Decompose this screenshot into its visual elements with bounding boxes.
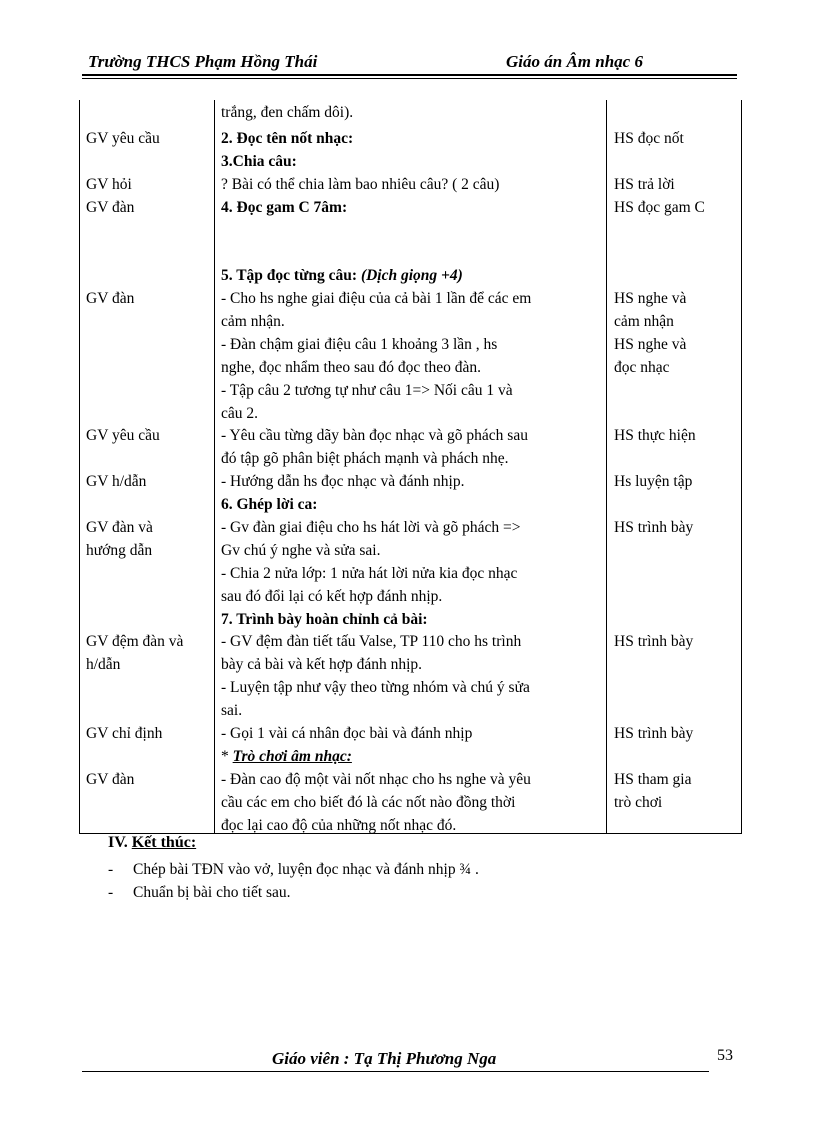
section-heading: 3.Chia câu: <box>221 153 297 170</box>
dash-marker: - <box>108 861 114 878</box>
student-cell: HS tham gia <box>614 771 692 788</box>
header-rule-thin <box>82 78 737 79</box>
activity-text: sai. <box>221 702 243 719</box>
footer-rule <box>82 1071 709 1072</box>
student-cell: đọc nhạc <box>614 359 670 376</box>
student-cell: HS nghe và <box>614 336 687 353</box>
activity-text: Gv chú ý nghe và sửa sai. <box>221 542 381 559</box>
lesson-table <box>79 100 742 834</box>
activity-text: - GV đệm đàn tiết tấu Valse, TP 110 cho hs trình <box>221 633 522 650</box>
activity-text: câu 2. <box>221 405 259 422</box>
ending-prefix: IV. <box>108 834 132 851</box>
footer-teacher: Giáo viên : Tạ Thị Phương Nga <box>272 1049 497 1068</box>
section-heading: 4. Đọc gam C 7âm: <box>221 199 348 216</box>
dash-marker: - <box>108 884 114 901</box>
activity-text: trắng, đen chấm dôi). <box>221 104 354 121</box>
section-heading: 2. Đọc tên nốt nhạc: <box>221 130 354 147</box>
header-rule-thick <box>82 74 737 76</box>
teacher-cell: GV đàn và <box>86 519 153 536</box>
ending-title-text: Kết thúc: <box>131 834 197 851</box>
section-heading: 7. Trình bày hoàn chỉnh cả bài: <box>221 611 428 628</box>
student-cell: HS trình bày <box>614 633 694 650</box>
teacher-cell: GV hỏi <box>86 176 132 193</box>
activity-text: - Hướng dẫn hs đọc nhạc và đánh nhịp. <box>221 473 465 490</box>
section-note: (Dịch giọng +4) <box>360 267 463 284</box>
student-cell: trò chơi <box>614 794 663 811</box>
list-item-text: Chép bài TĐN vào vở, luyện đọc nhạc và đánh nhịp ¾ . <box>133 861 479 878</box>
section-heading-text: 5. Tập đọc từng câu: <box>221 267 358 284</box>
activity-text: - Cho hs nghe giai điệu của cả bài 1 lần để các em <box>221 290 532 307</box>
teacher-cell: GV h/dẫn <box>86 473 147 490</box>
activity-text: - Luyện tập như vậy theo từng nhóm và chú ý sửa <box>221 679 530 696</box>
activity-text: đọc lại cao độ của những nốt nhạc đó. <box>221 817 457 834</box>
page-number: 53 <box>717 1047 733 1064</box>
section-heading: 6. Ghép lời ca: <box>221 496 318 513</box>
activity-text: - Tập câu 2 tương tự như câu 1=> Nối câu 1 và <box>221 382 513 399</box>
activity-text: - Yêu cầu từng dãy bàn đọc nhạc và gõ phách sau <box>221 427 528 444</box>
student-cell: HS trình bày <box>614 519 694 536</box>
activity-text: - Đàn chậm giai điệu câu 1 khoảng 3 lần , hs <box>221 336 498 353</box>
activity-text: sau đó đổi lại có kết hợp đánh nhịp. <box>221 588 443 605</box>
game-heading: Trò chơi âm nhạc: <box>232 748 352 765</box>
activity-text: nghe, đọc nhẩm theo sau đó đọc theo đàn. <box>221 359 481 376</box>
section-heading <box>221 745 601 768</box>
list-item-text: Chuẩn bị bài cho tiết sau. <box>133 884 291 901</box>
activity-text: đó tập gõ phân biệt phách mạnh và phách nhẹ. <box>221 450 509 467</box>
activity-text: cảm nhận. <box>221 313 285 330</box>
page-header <box>82 50 734 72</box>
teacher-cell: GV chỉ định <box>86 725 163 742</box>
activity-text: bày cả bài và kết hợp đánh nhịp. <box>221 656 423 673</box>
student-cell: cảm nhận <box>614 313 674 330</box>
star-marker: * <box>221 748 233 765</box>
teacher-cell: GV đệm đàn và <box>86 633 184 650</box>
column-divider <box>606 100 607 833</box>
student-cell: HS đọc nốt <box>614 130 684 147</box>
student-cell: Hs luyện tập <box>614 473 693 490</box>
activity-text: - Chia 2 nửa lớp: 1 nửa hát lời nửa kia đọc nhạc <box>221 565 518 582</box>
teacher-cell: GV yêu cầu <box>86 427 160 444</box>
teacher-cell: GV đàn <box>86 199 135 216</box>
column-divider <box>214 100 215 833</box>
section-heading <box>221 264 601 287</box>
teacher-cell: hướng dẫn <box>86 542 153 559</box>
student-cell: HS đọc gam C <box>614 199 705 216</box>
teacher-cell: h/dẫn <box>86 656 121 673</box>
header-school: Trường THCS Phạm Hồng Thái <box>88 52 318 71</box>
activity-text: ? Bài có thể chia làm bao nhiêu câu? ( 2 câu) <box>221 176 500 193</box>
student-cell: HS nghe và <box>614 290 687 307</box>
activity-text: cầu các em cho biết đó là các nốt nào đồng thời <box>221 794 516 811</box>
activity-text: - Đàn cao độ một vài nốt nhạc cho hs nghe và yêu <box>221 771 531 788</box>
teacher-cell: GV đàn <box>86 290 135 307</box>
teacher-cell: GV đàn <box>86 771 135 788</box>
header-subject: Giáo án Âm nhạc 6 <box>506 52 643 71</box>
activity-text: - Gv đàn giai điệu cho hs hát lời và gõ phách => <box>221 519 521 536</box>
student-cell: HS trả lời <box>614 176 675 193</box>
ending-title <box>108 834 196 852</box>
teacher-cell: GV yêu cầu <box>86 130 160 147</box>
student-cell: HS thực hiện <box>614 427 696 444</box>
activity-text: - Gọi 1 vài cá nhân đọc bài và đánh nhịp <box>221 725 473 742</box>
student-cell: HS trình bày <box>614 725 694 742</box>
